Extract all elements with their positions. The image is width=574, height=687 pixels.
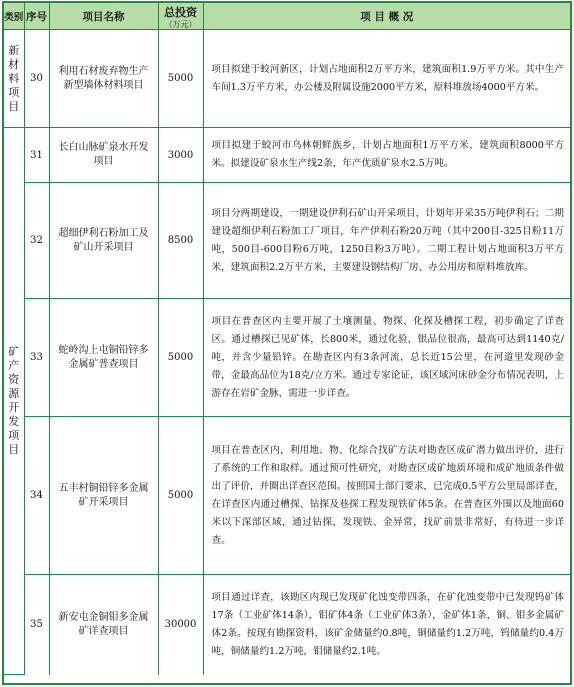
header-row [4,3,570,30]
header-overview: 项 目 概 况 [203,3,570,30]
row-overview: 项目拟建于蛟河市乌林朝鲜族乡，计划占地面积1万平方米，建筑面积8000平方米。拟建设矿泉水生产线2条，年产优质矿泉水2.5万吨。 [203,128,570,183]
row-investment: 8500 [158,183,203,299]
header-no: 序号 [24,3,49,30]
row-overview: 项目在普查区内主要开展了土壤测量、物探、化探及槽探工程，初步确定了详查区。通过槽探已见矿体，长800米，通过化验，银品位很高，最高可达到1140克/吨，并含少量铅锌。在勘查区内有3条河流，总长近15公里，在河道里发现砂金带，金最高品位为18克/立方米。通过专家论证，该区域河床砂金分布情况表明，上游存在岩矿金脉，需进一步详查。 [203,299,570,417]
row-name: 长白山脉矿泉水开发项目 [49,128,158,183]
category-mining: 矿产资源开发项目 [4,128,24,675]
table-row [4,183,570,299]
category-new-materials: 新材料项目 [4,30,24,128]
row-name: 超细伊利石粉加工及矿山开采项目 [49,183,158,299]
table-row [4,299,570,417]
row-name: 利用石材废弃物生产新型墙体材料项目 [49,30,158,128]
row-investment: 3000 [158,128,203,183]
row-no: 31 [24,128,49,183]
row-name: 蛇岭沟上屯铜铅锌多金属矿普查项目 [49,299,158,417]
row-no: 30 [24,30,49,128]
row-investment: 5000 [158,30,203,128]
row-investment: 30000 [158,575,203,675]
row-overview: 项目拟建于蛟河新区，计划占地面积2万平方米，建筑面积1.9万平方米。其中生产车间1.3万平方米，办公楼及附属设施2000平方米，原料堆放场4000平方米。 [203,30,570,128]
row-name: 五丰村铜铅锌多金属矿开采项目 [49,417,158,575]
project-table [4,3,570,675]
header-investment [158,3,203,30]
table-row [4,128,570,183]
table-row [4,417,570,575]
row-name: 新安屯金铜钼多金属矿详查项目 [49,575,158,675]
header-investment-unit: （万元） [164,19,197,29]
row-investment: 5000 [158,299,203,417]
row-no: 35 [24,575,49,675]
table-row [4,575,570,675]
row-overview: 项目分两期建设，一期建设伊利石矿山开采项目，计划年开采35万吨伊利石；二期建设超细伊利石粉加工厂项目，年产伊利石粉20万吨（其中200目-325目粉11万吨，500目-600目粉6万吨，1250目粉3万吨）。二期工程计划占地面积3万平方米，建筑面积2.2万平方米，主要建设钢结构厂房、办公用房和原料堆放库。 [203,183,570,299]
project-table-frame [2,1,572,685]
header-category: 类别 [4,3,24,30]
row-overview: 项目通过详查，该勘区内现已发现矿化蚀变带四条，在矿化蚀变带中已发现钨矿体17条（工业矿体14条），钼矿体4条（工业矿体3条），金矿体1条，铜、钼多金属矿体2条。按现有勘探资料，该矿金储量约0.8吨，铜储量约1.2万吨，钨储量约0.4万吨，铜储量约1.2万吨，钼储量约2.1吨。 [211,591,564,657]
table-row [4,30,570,128]
row-overview: 项目在普查区内，利用地、物、化综合找矿方法对勘查区成矿潜力做出评价，进行了系统的工作和取样。通过预可性研究，对勘查区成矿地质环境和成矿地质条件做出了评价，并圈出详查区范围。按照国土部门要求，已完成0.5平方公里局部详查，在详查区内通过槽探、钻探及巷探工程发现铁矿体5条。在普查区外围以及地面60米以下深部区域，通过钻探，发现铁、金异常，找矿前景非常好，有待进一步详查。 [203,417,570,575]
row-no: 32 [24,183,49,299]
header-name: 项目名称 [49,3,158,30]
row-no: 34 [24,417,49,575]
row-no: 33 [24,299,49,417]
header-investment-label: 总投资 [164,5,197,19]
row-investment: 5000 [158,417,203,575]
